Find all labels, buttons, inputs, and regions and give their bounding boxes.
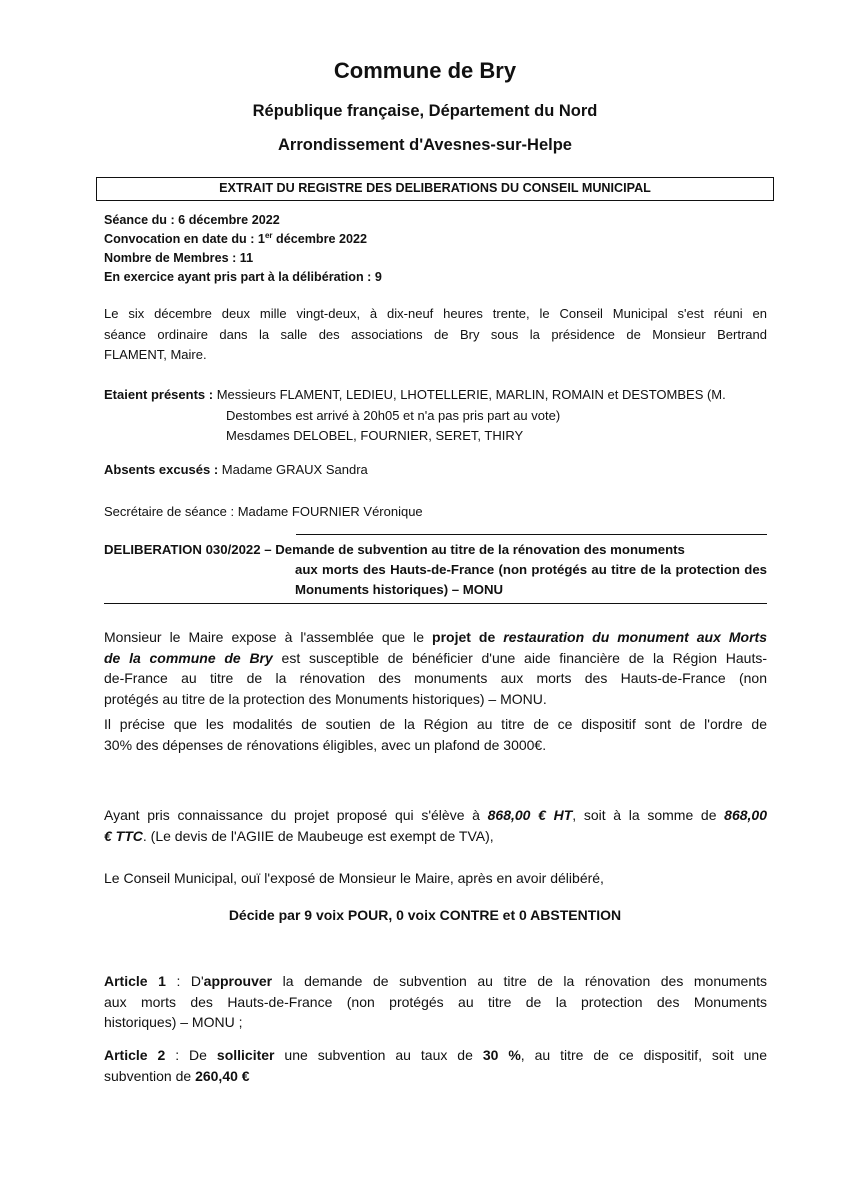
article-2-text: : De <box>165 1047 217 1063</box>
modalites-line: 30% des dépenses de rénovations éligibles, avec un plafond de 3000€. <box>104 736 547 753</box>
expose-text: Monsieur le Maire expose à l'assemblée que le <box>104 629 433 645</box>
cost-text: Ayant pris connaissance du projet proposé qui s'élève à <box>104 807 488 823</box>
projet-cost-paragraph <box>104 805 767 846</box>
republique-subtitle: République française, Département du Nord <box>252 102 598 120</box>
expose-paragraph <box>104 627 767 709</box>
secretaire-block <box>104 502 767 523</box>
article-2 <box>104 1045 767 1086</box>
absents-block <box>104 460 767 481</box>
deliberation-heading <box>104 540 767 600</box>
article-2-verb: solliciter <box>216 1047 275 1063</box>
conseil-paragraph: Le Conseil Municipal, ouï l'exposé de Monsieur le Maire, après en avoir délibéré, <box>104 870 604 886</box>
cost-text: . (Le devis de l'AGIIE de Maubeuge est exempt de TVA), <box>142 827 494 844</box>
article-2-text: une subvention au taux de <box>274 1047 483 1063</box>
article-1-line: historiques) – MONU ; <box>104 1014 243 1030</box>
decision-line: Décide par 9 voix POUR, 0 voix CONTRE et 0 ABSTENTION <box>228 907 622 923</box>
presents-label: Etaient présents : <box>104 387 214 402</box>
article-2-label: Article 2 <box>104 1047 166 1063</box>
cost-ttc-amount: 868,00 <box>724 807 767 823</box>
article-2-rate: 30 % <box>482 1047 521 1063</box>
deliberation-subject: – Demande de subvention au titre de la rénovation des monuments <box>260 542 685 557</box>
divider-bottom <box>104 603 767 604</box>
article-1-verb: approuver <box>203 973 273 989</box>
convocation-text: Convocation en date du : 1 <box>104 232 265 246</box>
presents-note: Destombes est arrivé à 20h05 et n'a pas pris part au vote) <box>226 407 561 423</box>
intro-paragraph <box>104 304 767 366</box>
article-2-text: , au titre de ce dispositif, soit une <box>520 1047 767 1063</box>
secretaire-value: Madame FOURNIER Véronique <box>237 504 423 519</box>
expose-projet: projet de <box>432 629 504 645</box>
register-extract-title: EXTRAIT DU REGISTRE DES DELIBERATIONS DU CONSEIL MUNICIPAL <box>96 177 774 201</box>
modalites-line: Il précise que les modalités de soutien de la Région au titre de ce dispositif sont de l'ordre de <box>104 716 767 732</box>
modalites-paragraph <box>104 714 767 755</box>
intro-line: Le six décembre deux mille vingt-deux, à dix-neuf heures trente, le Conseil Municipal s'est réuni en <box>104 306 767 321</box>
expose-text: est susceptible de bénéficier d'une aide financière de la Région Hauts- <box>272 649 767 666</box>
article-2-text: subvention de <box>104 1067 196 1084</box>
voting-members: En exercice ayant pris part à la délibération : 9 <box>104 270 382 284</box>
presents-block <box>104 385 767 447</box>
members-count: Nombre de Membres : 11 <box>104 251 254 265</box>
cost-ttc-unit: € TTC <box>104 827 143 844</box>
secretaire-label: Secrétaire de séance : <box>104 504 235 519</box>
divider-top <box>296 534 767 535</box>
convocation-month: décembre 2022 <box>272 232 368 246</box>
deliberation-number: DELIBERATION 030/2022 <box>104 542 261 557</box>
deliberation-subject-cont: aux morts des Hauts-de-France (non protégés au titre de la protection des Monuments historiques) – MONU <box>295 562 767 597</box>
expose-line: de-France au titre de la rénovation des monuments aux morts des Hauts-de-France (non <box>104 670 767 686</box>
convocation-sup: er <box>264 231 273 240</box>
convocation-date <box>104 230 382 249</box>
seance-date: Séance du : 6 décembre 2022 <box>104 213 280 227</box>
expose-line: protégés au titre de la protection des Monuments historiques) – MONU. <box>104 690 547 707</box>
expose-restauration: restauration du monument aux Morts <box>503 629 767 645</box>
presents-messieurs: Messieurs FLAMENT, LEDIEU, LHOTELLERIE, MARLIN, ROMAIN et DESTOMBES (M. <box>216 387 726 402</box>
session-meta <box>104 211 382 287</box>
article-1-line: aux morts des Hauts-de-France (non protégés au titre de la protection des Monuments <box>104 993 767 1010</box>
article-1-label: Article 1 <box>104 973 166 989</box>
expose-commune: de la commune de Bry <box>104 649 273 666</box>
absents-value: Madame GRAUX Sandra <box>221 462 368 477</box>
cost-text: , soit à la somme de <box>572 807 725 823</box>
article-1 <box>104 971 767 1033</box>
article-1-text: : D' <box>165 973 204 989</box>
article-1-text: la demande de subvention au titre de la rénovation des monuments <box>272 973 768 989</box>
intro-line: FLAMENT, Maire. <box>104 347 207 362</box>
presents-mesdames: Mesdames DELOBEL, FOURNIER, SERET, THIRY <box>226 428 524 443</box>
intro-line: séance ordinaire dans la salle des associations de Bry sous la présidence de Monsieur Bertrand <box>104 326 767 342</box>
article-2-amount: 260,40 € <box>195 1067 250 1084</box>
cost-ht: 868,00 € HT <box>487 807 573 823</box>
arrondissement-subtitle: Arrondissement d'Avesnes-sur-Helpe <box>278 136 572 154</box>
commune-title: Commune de Bry <box>333 58 517 83</box>
absents-label: Absents excusés : <box>104 462 219 477</box>
